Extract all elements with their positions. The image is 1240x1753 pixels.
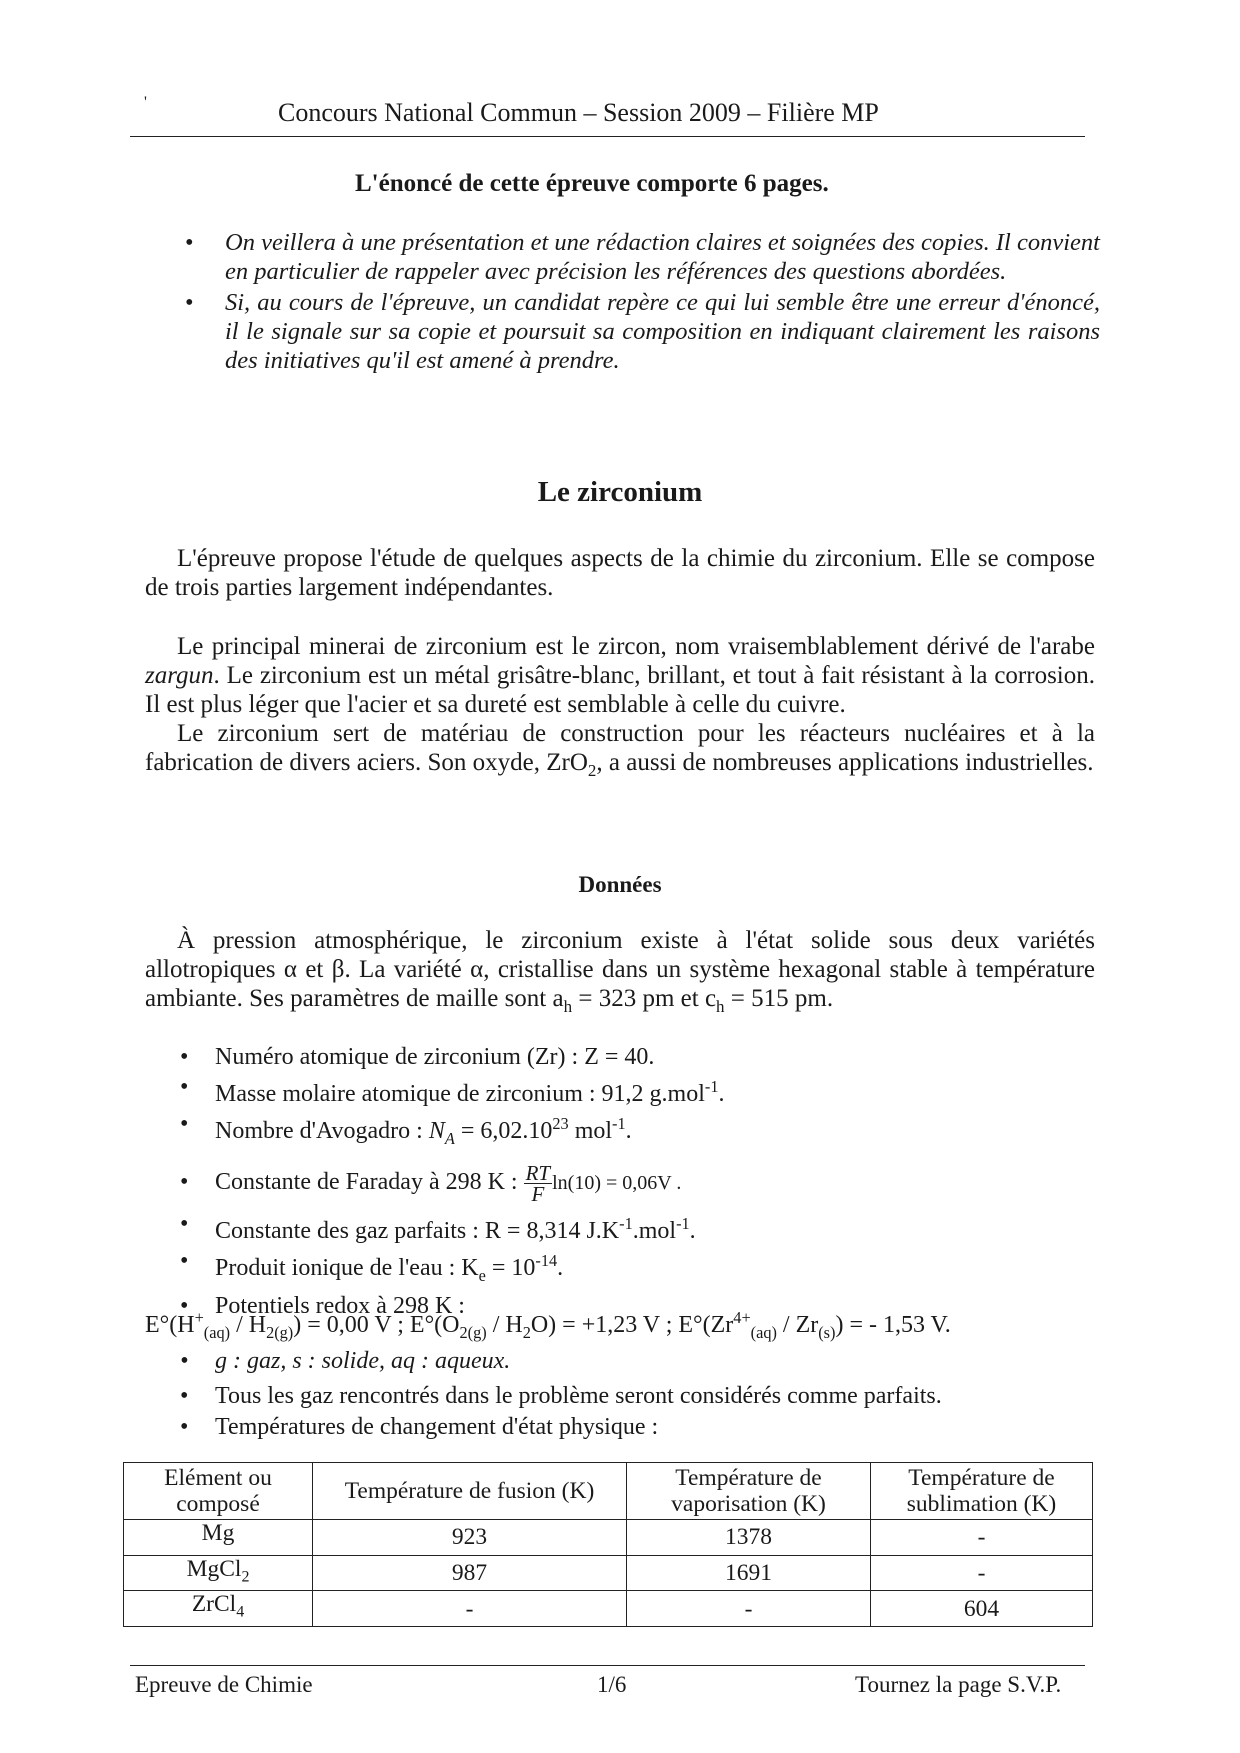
para-zircon: Le principal minerai de zirconium est le zircon, nom vraisemblablement dérivé de l'arabe zargun. Le zirconium est un métal grisâtre-blanc, brillant, et tout à fait résistant à la corrosion. Il est plus léger que l'acier et sa dureté est semblable à celle du cuivre.	[145, 633, 1095, 718]
redox-potentials: $E^\circ(H^+_{(aq)} / H_{2(g)}) = 0,00$ V ; $E^\circ(O_{2(g)} / H_2O) = +1,23$ V ; $E^\circ(Zr^{4+}_{(aq)} / Zr_{(s)})$ = - 1,53 V.	[145, 1308, 951, 1342]
header-title: Concours National Commun – Session 2009 – Filière MP	[278, 98, 879, 127]
table-row: ZrCl$_4$ - - 604	[124, 1591, 1093, 1627]
description-paragraph	[145, 632, 1095, 785]
list-item: • Constante des gaz parfaits : R = 8,314 $J.K^{-1}.mol^{-1}$.	[175, 1209, 1095, 1246]
list-item: • g : gaz, s : solide, aq : aqueux.	[175, 1346, 1095, 1376]
header-mark: '	[144, 94, 147, 111]
list-item: • Potentiels redox à 298 K :	[175, 1291, 1095, 1321]
instruction-item: • On veillera à une présentation et une rédaction claires et soignées des copies. Il convient en particulier de rappeler avec précision les références des questions abordées.	[185, 228, 1100, 286]
footer-divider	[130, 1665, 1085, 1666]
section-heading-donnees: Données	[578, 872, 662, 897]
instructions-list	[185, 228, 1100, 377]
intro-paragraph	[145, 544, 1095, 602]
page-header	[130, 86, 1085, 137]
para-uses: Le zirconium sert de matériau de construction pour les réacteurs nucléaires et à la fabrication de divers aciers. Son oxyde, ZrO$_2$, a aussi de nombreuses applications industrielles.	[145, 720, 1095, 780]
list-item: • Numéro atomique de zirconium (Zr) : Z = 40.	[175, 1042, 1095, 1072]
table-row: Mg 923 1378 -	[124, 1520, 1093, 1556]
list-item: • Produit ionique de l'eau : $K_e = 10^{-14}$.	[175, 1246, 1095, 1291]
data-list	[175, 1042, 1095, 1321]
donnees-intro: À pression atmosphérique, le zirconium existe à l'état solide sous deux variétés allotropiques α et β. La variété α, cristallise dans un système hexagonal stable à température ambiante. Ses paramètres de maille sont $a_h = 323$ pm et $c_h = 515$ pm.	[145, 927, 1095, 1016]
zargun-word: zargun	[145, 662, 214, 689]
column-header: Température de sublimation (K)	[871, 1463, 1093, 1520]
list-item: • Constante de Faraday à 298 K : $\frac{RT}{F}\ln(10) = 0,06V$ .	[175, 1160, 1095, 1205]
list-item: • Tous les gaz rencontrés dans le problème seront considérés comme parfaits.	[175, 1382, 1095, 1410]
footer-right: Tournez la page S.V.P.	[855, 1672, 1062, 1697]
intro-text: L'épreuve propose l'étude de quelques aspects de la chimie du zirconium. Elle se compose de trois parties largement indépendantes.	[145, 545, 1095, 601]
table-header-row	[124, 1463, 1093, 1520]
faraday-fraction: $\frac{RT}{F}$	[525, 1160, 551, 1206]
footer-left: Epreuve de Chimie	[135, 1672, 313, 1697]
list-item: • Températures de changement d'état physique :	[175, 1412, 1095, 1442]
page-count-notice: L'énoncé de cette épreuve comporte 6 pages.	[355, 170, 829, 197]
column-header: Température de fusion (K)	[313, 1463, 627, 1520]
table-row: MgCl$_2$ 987 1691 -	[124, 1555, 1093, 1591]
data-list-2	[175, 1346, 1095, 1442]
document-title: Le zirconium	[537, 476, 703, 508]
page-number: 1/6	[597, 1672, 627, 1697]
list-item: • Masse molaire atomique de zirconium : 91,2 g.mol$^{-1}$.	[175, 1072, 1095, 1109]
instruction-item: • Si, au cours de l'épreuve, un candidat repère ce qui lui semble être une erreur d'énoncé, il le signale sur sa copie et poursuit sa composition en indiquant clairement les raisons des initiatives qu'il est amené à prendre.	[185, 288, 1100, 375]
column-header: Elément ou composé	[124, 1463, 313, 1520]
temperature-table	[123, 1462, 1093, 1627]
column-header: Température de vaporisation (K)	[627, 1463, 871, 1520]
list-item: • Nombre d'Avogadro : $N_A = 6,02.10^{23}$ mol$^{-1}$.	[175, 1109, 1095, 1154]
